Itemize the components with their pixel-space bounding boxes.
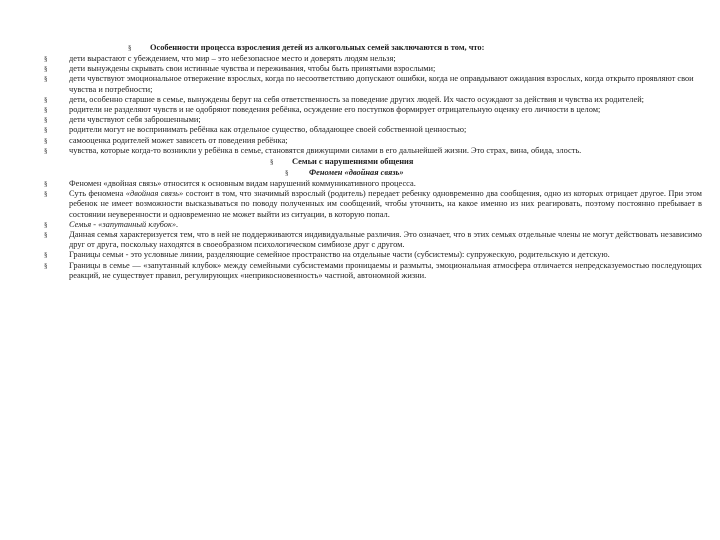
list-item-text: дети чувствуют эмоциональное отвержение взрослых, когда по несоответствию допускают ошибки, когда не оправдывают ожидания взрослых, когда открыто проявляют свои чувства и потребности; — [69, 74, 694, 94]
list-item — [0, 220, 720, 230]
list-item — [0, 189, 720, 220]
list-item-text: дети вынуждены скрывать свои истинные чувства и переживания, чтобы быть принятыми взрослыми; — [69, 64, 436, 74]
paragraph-double-2 — [69, 189, 702, 220]
paragraph-data: Данная семья характеризуется тем, что в ней не поддерживаются индивидуальные различия. Это означает, что в этих семьях отдельные члены не могут действовать независимо друг от друга, поскольку находятся в своеобразном психологическом симбиозе друг с другом. — [69, 230, 702, 250]
bullet-icon: § — [44, 180, 48, 189]
bullet-icon: § — [44, 65, 48, 74]
heading-family: Семьи с нарушениями общения — [292, 157, 414, 167]
bullet-icon: § — [128, 44, 132, 52]
bullet-icon: § — [44, 55, 48, 63]
bullet-icon: § — [44, 75, 48, 84]
document-content — [0, 43, 720, 281]
paragraph-tangle: Семья - «запутанный клубок». — [69, 219, 179, 229]
list-item-text: родители не разделяют чувств и не одобряют поведения ребёнка, осуждение его поступков формирует отрицательную оценку его личности в целом; — [69, 105, 601, 115]
heading-main-row — [0, 43, 720, 54]
list-item-text: дети чувствуют себя заброшенными; — [69, 115, 201, 125]
bullet-icon: § — [44, 95, 48, 104]
list-item — [0, 146, 720, 156]
bullet-icon: § — [270, 158, 274, 167]
text-run: состоит в том, что значимый взрослый (родитель) передает ребенку одновременно два сообщения, одно из которых отрицает другое. При этом ребенок не имеет возможности высказываться по поводу полученных им сообщений, чтобы уточнить, на какое именно из них реагировать, поэтому постоянно пребывает в состоянии неуверенности и одновременно не может выйти из ситуации, в которую попал. — [69, 189, 702, 219]
list-item-text: родители могут не воспринимать ребёнка как отдельное существо, обладающее своей собственной ценностью; — [69, 125, 467, 135]
bullet-icon: § — [44, 136, 48, 145]
list-item — [0, 64, 720, 74]
list-item — [0, 261, 720, 281]
list-item — [0, 115, 720, 125]
list-item-text: дети, особенно старшие в семье, вынуждены берут на себя ответственность за поведение других людей. Их часто осуждают за действия и чувства их родителей; — [69, 94, 645, 104]
bullet-icon: § — [44, 251, 48, 260]
bullet-icon: § — [44, 116, 48, 125]
list-item — [0, 54, 720, 64]
list-item — [0, 95, 720, 105]
bullet-icon: § — [44, 106, 48, 115]
bullet-icon: § — [44, 146, 48, 155]
list-item — [0, 250, 720, 260]
heading-main: Особенности процесса взросления детей из алкогольных семей заключаются в том, что: — [150, 43, 485, 52]
heading-family-row — [0, 157, 720, 168]
bullet-icon: § — [285, 169, 289, 178]
bullet-icon: § — [44, 231, 48, 240]
list-item — [0, 230, 720, 250]
list-item — [0, 136, 720, 146]
heading-double-row — [0, 168, 720, 179]
list-item — [0, 125, 720, 135]
list-item — [0, 179, 720, 189]
paragraph-bounds-tangle: Границы в семье — «запутанный клубок» между семейными субсистемами проницаемы и размыты, эмоциональная атмосфера отличается непредсказуемостью последующих реакций, не существует правил, регулирующих «неприкосновенность» частной, автономной жизни. — [69, 260, 702, 280]
paragraph-bounds: Границы семьи - это условные линии, разделяющие семейное пространство на отдельные части (субсистемы): супружескую, родительскую и детскую. — [69, 250, 610, 260]
list-item-text: дети вырастают с убеждением, что мир – это небезопасное место и доверять людям нельзя; — [69, 54, 396, 63]
bullet-icon: § — [44, 126, 48, 135]
paragraph-double-1: Феномен «двойная связь» относится к основным видам нарушений коммуникативного процесса. — [69, 179, 416, 189]
list-item-text: чувства, которые когда-то возникли у ребёнка в семье, становятся движущими силами в его дальнейшей жизни. Это страх, вина, обида, злость. — [69, 145, 582, 155]
text-run: Суть феномена — [69, 189, 126, 199]
list-item-text: самооценка родителей может зависеть от поведения ребёнка; — [69, 135, 288, 145]
emphasis-run: «двойная связь» — [125, 189, 184, 199]
bullet-icon: § — [44, 190, 48, 199]
list-item — [0, 105, 720, 115]
bullet-icon: § — [44, 261, 48, 270]
heading-double: Феномен «двойная связь» — [309, 168, 404, 178]
bullet-icon: § — [44, 220, 48, 229]
list-item — [0, 74, 720, 94]
